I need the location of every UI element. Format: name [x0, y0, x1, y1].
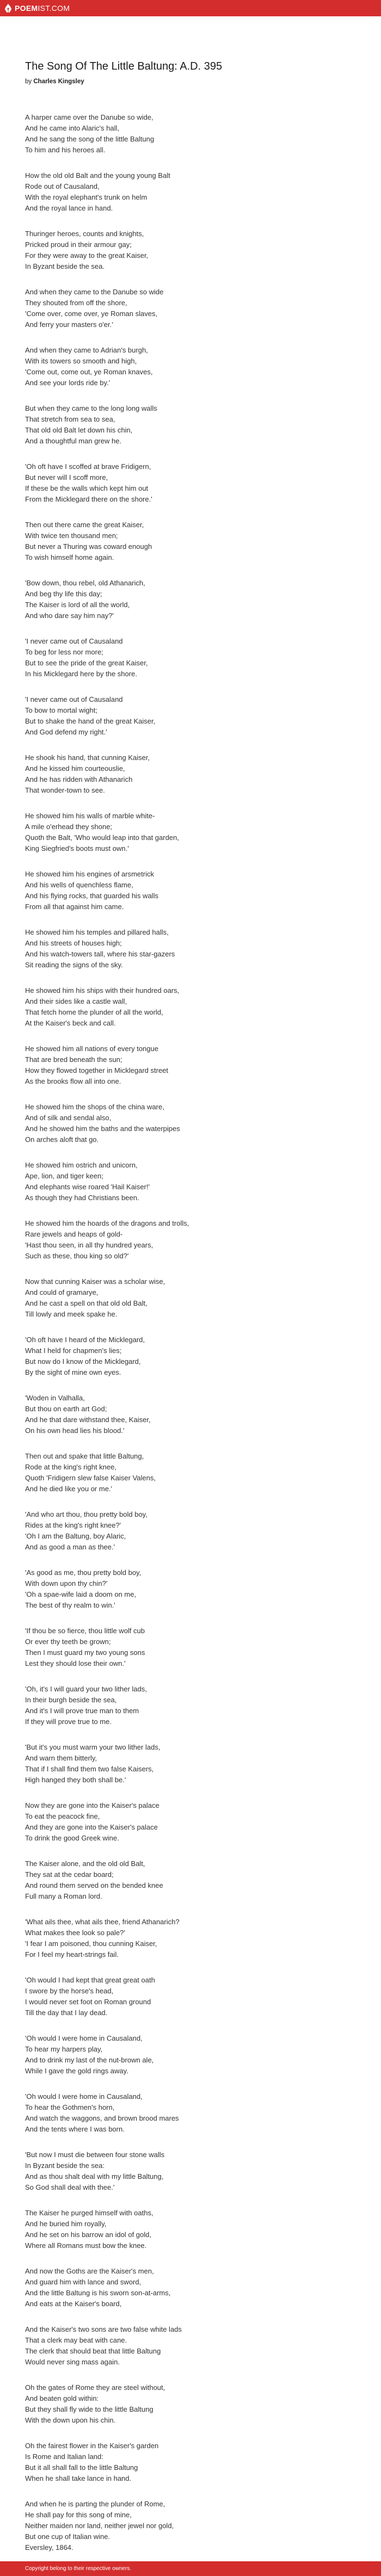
poem-line: And he kissed him courteouslie,: [25, 764, 125, 773]
poem-line: To bow to mortal wight;: [25, 706, 97, 714]
poem-line: And he came into Alaric's hall,: [25, 124, 120, 132]
stanza: [25, 927, 362, 971]
poem-line: And he sang the song of the little Baltung: [25, 135, 155, 143]
logo-text: [15, 3, 70, 13]
stanza: [25, 1800, 362, 1844]
poem-line: Full many a Roman lord.: [25, 1892, 102, 1900]
poem-line: With its towers so smooth and high,: [25, 357, 137, 365]
poem-line: Is Rome and Italian land:: [25, 2453, 103, 2461]
poem-line: With twice ten thousand men;: [25, 532, 118, 540]
poem-line: But to see the pride of the great Kaiser,: [25, 659, 148, 667]
poem-line: That stretch from sea to sea,: [25, 415, 115, 423]
poem-line: 'But it's you must warm your two lither lads,: [25, 1743, 161, 1751]
poem-line: And the Kaiser's two sons are two false white lads: [25, 2325, 182, 2333]
site-logo[interactable]: [4, 3, 70, 13]
poem-line: The clerk that should beat that little Baltung: [25, 2347, 161, 2355]
by-label: by: [25, 78, 32, 85]
poem-line: Then out there came the great Kaiser,: [25, 521, 144, 529]
stanza: [25, 1102, 362, 1145]
poem-line: And his watch-towers tall, where his star-gazers: [25, 950, 175, 958]
poem-line: 'And who art thou, thou pretty bold boy,: [25, 1510, 148, 1518]
site-header: [0, 0, 381, 16]
stanza: [25, 2382, 362, 2426]
poem-line: To him and his heroes all.: [25, 146, 106, 154]
poem-line: High hanged they both shall be.': [25, 1776, 126, 1784]
poem-line: Rode out of Causaland,: [25, 182, 100, 190]
poem-line: And he has ridden with Athanarich: [25, 775, 133, 783]
poem-line: But never a Thuring was coward enough: [25, 542, 152, 551]
poem-line: And a thoughtful man grew he.: [25, 437, 122, 445]
poem-line: In his Micklegard here by the shore.: [25, 670, 137, 678]
logo-text-light: IST.COM: [38, 4, 70, 13]
poem-line: He showed him his ships with their hundred oars,: [25, 986, 180, 994]
poem-line: What I held for chapmen's lies;: [25, 1346, 122, 1355]
poem-line: 'Bow down, thou rebel, old Athanarich,: [25, 579, 145, 587]
poem-line: For I feel my heart-strings fail.: [25, 1950, 119, 1959]
poem-line: And who dare say him nay?': [25, 611, 114, 620]
stanza: [25, 1742, 362, 1786]
poem-line: And his flying rocks, that guarded his walls: [25, 892, 158, 900]
stanza: [25, 1160, 362, 1203]
poem-line: That fetch home the plunder of all the world,: [25, 1008, 163, 1016]
poem-line: He shook his hand, that cunning Kaiser,: [25, 753, 150, 762]
stanza: [25, 578, 362, 621]
poem-line: But when they came to the long long walls: [25, 404, 157, 412]
poem-line: Rare jewels and heaps of gold-: [25, 1230, 123, 1238]
poem-line: At the Kaiser's beck and call.: [25, 1019, 116, 1027]
poem-line: To beg for less nor more;: [25, 648, 103, 656]
stanza: [25, 869, 362, 912]
stanza: [25, 345, 362, 388]
poem-line: 'Hast thou seen, in all thy hundred years,: [25, 1241, 153, 1249]
poem-line: They sat at the cedar board;: [25, 1870, 114, 1879]
poem-line: If these be the walls which kept him out: [25, 484, 149, 492]
poem-line: 'Oh oft have I heard of the Micklegard,: [25, 1336, 145, 1344]
poem-line: And when they came to Adrian's burgh,: [25, 346, 148, 354]
poem-line: And guard him with lance and sword,: [25, 2278, 142, 2286]
poem-line: 'Oh I am the Baltung, boy Alaric,: [25, 1532, 126, 1540]
poem-line: And he showed him the baths and the waterpipes: [25, 1125, 180, 1133]
poem-line: 'But now I must die between four stone walls: [25, 2151, 165, 2159]
poem-line: As though they had Christians been.: [25, 1194, 139, 1202]
poem-line: And beg thy life this day;: [25, 590, 102, 598]
poem-line: He showed him the shops of the china ware,: [25, 1103, 164, 1111]
poem-line: And when he is parting the plunder of Rome,: [25, 2500, 165, 2508]
poem-line: With the down upon his chin.: [25, 2416, 116, 2424]
poem-line: So God shall deal with thee.': [25, 2183, 115, 2191]
stanza: [25, 112, 362, 156]
stanza: [25, 1626, 362, 1669]
poem-line: Thuringer heroes, counts and knights,: [25, 230, 144, 238]
poem-line: Quoth the Balt, 'Who would leap into that garden,: [25, 833, 179, 842]
poem-line: 'Come over, come over, ye Roman slaves,: [25, 310, 158, 318]
poem-line: Now they are gone into the Kaiser's palace: [25, 1801, 159, 1809]
poem-line: That wonder-town to see.: [25, 786, 105, 794]
poem-line: The best of thy realm to win.': [25, 1601, 115, 1609]
poem-line: That a clerk may beat with cane.: [25, 2336, 127, 2344]
stanza: [25, 1451, 362, 1494]
poem-date-note: Eversley, 1864.: [25, 2543, 73, 2552]
poem-line: And elephants wise roared 'Hail Kaiser!': [25, 1183, 150, 1191]
stanza: [25, 1917, 362, 1960]
poem-line: But never will I scoff more,: [25, 473, 108, 481]
poem-line: The Kaiser he purged himself with oaths,: [25, 2209, 153, 2217]
poem-line: 'Woden in Valhalla,: [25, 1394, 85, 1402]
poem-line: 'Come out, come out, ye Roman knaves,: [25, 368, 153, 376]
stanza: [25, 1276, 362, 1320]
poem-line: What makes thee look so pale?': [25, 1929, 125, 1937]
poem-line: 'Oh would I were home in Causaland,: [25, 2092, 143, 2101]
poem-body: [25, 112, 362, 2553]
poem-line: From all that against him came.: [25, 903, 124, 911]
poem-line: And as thou shalt deal with my little Baltung,: [25, 2172, 164, 2180]
poem-line: Rode at the king's right knee,: [25, 1463, 116, 1471]
poem-line: On arches aloft that go.: [25, 1135, 99, 1144]
poem-line: And when they came to the Danube so wide: [25, 288, 164, 296]
stanza: [25, 2266, 362, 2309]
poem-line: And as good a man as thee.': [25, 1543, 115, 1551]
poem-line: Lest they should lose their own.': [25, 1659, 126, 1667]
poem-line: 'Oh a spae-wife laid a doom on me,: [25, 1590, 137, 1598]
poem-line: A harper came over the Danube so wide,: [25, 113, 153, 121]
poem-line: With down upon thy chin?': [25, 1579, 108, 1587]
poem-line: He showed him ostrich and unicorn,: [25, 1161, 138, 1169]
poem-line: As the brooks flow all into one.: [25, 1077, 121, 1085]
poem-line: Quoth 'Fridigern slew false Kaiser Valens,: [25, 1474, 156, 1482]
poem-line: And round them served on the bended knee: [25, 1881, 163, 1889]
poem-line: But one cup of Italian wine.: [25, 2532, 110, 2541]
poem-line: And he buried him royally,: [25, 2220, 107, 2228]
poem-line: By the sight of mine own eyes.: [25, 1368, 121, 1376]
poem-line: 'I never came out of Causaland: [25, 637, 123, 645]
poem-line: And watch the waggons, and brown brood mares: [25, 2114, 179, 2122]
stanza: [25, 403, 362, 447]
stanza: [25, 1509, 362, 1553]
stanza: [25, 287, 362, 330]
poem-line: And it's I will prove true man to them: [25, 1707, 139, 1715]
poem-line: 'Oh oft have I scoffed at brave Fridigern,: [25, 462, 151, 471]
poem-line: Such as these, thou king so old?': [25, 1252, 129, 1260]
stanza: [25, 985, 362, 1029]
poem-line: Then I must guard my two young sons: [25, 1648, 145, 1657]
poem-line: Now that cunning Kaiser was a scholar wise,: [25, 1277, 165, 1286]
poem-line: But to shake the hand of the great Kaiser,: [25, 717, 156, 725]
poem-line: But they shall fly wide to the little Baltung: [25, 2405, 153, 2413]
poem-line: Oh the fairest flower in the Kaiser's garden: [25, 2442, 159, 2450]
poem-line: But now do I know of the Micklegard,: [25, 1357, 141, 1366]
poem-line: King Siegfried's boots must own.': [25, 844, 129, 853]
poem-line: To hear my harpers play,: [25, 2045, 103, 2053]
poem-line: Rides at the king's right knee?': [25, 1521, 121, 1529]
poem-line: The Kaiser is lord of all the world,: [25, 601, 130, 609]
pen-nib-icon: [4, 3, 12, 13]
poem-line: And beaten gold within:: [25, 2394, 99, 2402]
poem-line: To wish himself home again.: [25, 553, 114, 561]
stanza: [25, 2149, 362, 2193]
stanza: [25, 1043, 362, 1087]
poem-line: And they are gone into the Kaiser's palace: [25, 1823, 158, 1831]
poem-line: 'I fear I am poisoned, thou cunning Kaiser,: [25, 1939, 157, 1948]
poem-line: And the tents where I was born.: [25, 2125, 125, 2133]
stanza: [25, 636, 362, 679]
stanza: [25, 2208, 362, 2251]
poem-line: They shouted from off the shore,: [25, 299, 127, 307]
poem-title: The Song Of The Little Baltung: A.D. 395: [25, 60, 223, 72]
stanza: [25, 1335, 362, 1378]
stanza: [25, 520, 362, 563]
poem-line: And the little Baltung is his sworn son-at-arms,: [25, 2289, 171, 2297]
poem-line: He showed him his walls of marble white-: [25, 812, 155, 820]
stanza: [25, 811, 362, 854]
logo-text-bold: POEM: [15, 4, 38, 13]
poem-line: When he shall take lance in hand.: [25, 2474, 132, 2482]
poem-line: And warn them bitterly,: [25, 1754, 97, 1762]
poem-line: 'Oh would I were home in Causaland,: [25, 2034, 143, 2042]
poem-line: And he set on his barrow an idol of gold,: [25, 2231, 151, 2239]
poem-line: And see your lords ride by.': [25, 379, 110, 387]
poem-line: 'If thou be so fierce, thou little wolf cub: [25, 1627, 145, 1635]
byline: [25, 77, 84, 86]
poem-line: 'As good as me, thou pretty bold boy,: [25, 1568, 142, 1577]
stanza: [25, 694, 362, 738]
poem-line: How they flowed together in Micklegard street: [25, 1066, 169, 1074]
poem-line: And God defend my right.': [25, 728, 107, 736]
poem-line: He showed him all nations of every tongue: [25, 1045, 158, 1053]
poem-line: To drink the good Greek wine.: [25, 1834, 119, 1842]
poem-line: That if I shall find them two false Kaisers,: [25, 1765, 154, 1773]
poem-line: And the royal lance in hand.: [25, 204, 113, 212]
poem-line: And his wells of quenchless flame,: [25, 881, 133, 889]
poem-line: And his streets of houses high;: [25, 939, 122, 947]
poem-line: Neither maiden nor land, neither jewel nor gold,: [25, 2522, 174, 2530]
poem-line: 'I never came out of Causaland: [25, 695, 123, 703]
poem-line: To eat the peacock fine,: [25, 1812, 100, 1820]
poem-line: The Kaiser alone, and the old old Balt,: [25, 1860, 145, 1868]
poem-line: Oh the gates of Rome they are steel without,: [25, 2383, 165, 2392]
poem-line: And now the Goths are the Kaiser's men,: [25, 2267, 154, 2275]
stanza: [25, 461, 362, 505]
stanza: [25, 2091, 362, 2135]
poem-line: He showed him the hoards of the dragons and trolls,: [25, 1219, 189, 1227]
poem-line: That are bred beneath the sun;: [25, 1055, 122, 1064]
stanza: [25, 1684, 362, 1727]
poem-line: And he that dare withstand thee, Kaiser,: [25, 1416, 151, 1424]
poem-line: For they were away to the great Kaiser,: [25, 251, 149, 260]
poem-line: 'Oh would I had kept that great great oath: [25, 1976, 155, 1984]
poem-line: To hear the Gothmen's horn,: [25, 2103, 115, 2111]
poem-line: Would never sing mass again.: [25, 2358, 120, 2366]
poem-line: With the royal elephant's trunk on helm: [25, 193, 148, 201]
stanza: [25, 2033, 362, 2077]
poem-line: He shall pay for this song of mine,: [25, 2511, 132, 2519]
poem-line: How the old old Balt and the young young Balt: [25, 171, 170, 180]
stanza: [25, 2324, 362, 2368]
poem-line: He showed him his engines of arsmetrick: [25, 870, 154, 878]
copyright-text: Copyright belong to their respective owners.: [25, 2566, 132, 2572]
poem-line: I swore by the horse's head,: [25, 1987, 114, 1995]
poem-line: He showed him his temples and pillared halls,: [25, 928, 169, 936]
poem-line: And eats at the Kaiser's board,: [25, 2300, 122, 2308]
poem-line: Till the day that I lay dead.: [25, 2009, 108, 2017]
poem-line: And could of gramarye,: [25, 1288, 99, 1296]
poem-line: I would never set foot on Roman ground: [25, 1998, 151, 2006]
poem-line: And their sides like a castle wall,: [25, 997, 127, 1005]
poem-line: In Byzant beside the sea.: [25, 262, 105, 270]
poem-line: Sit reading the signs of the sky.: [25, 961, 123, 969]
stanza: [25, 2441, 362, 2484]
poem-line: But thou on earth art God;: [25, 1405, 107, 1413]
stanza: [25, 2499, 362, 2542]
stanza: [25, 1858, 362, 1902]
stanza: [25, 170, 362, 214]
site-footer: [0, 2561, 381, 2576]
poem-line: That old old Balt let down his chin,: [25, 426, 133, 434]
stanza: [25, 1393, 362, 1436]
stanza: [25, 1975, 362, 2018]
poem-line: While I gave the gold rings away.: [25, 2067, 128, 2075]
poem-line: But it all shall fall to the little Baltung: [25, 2463, 138, 2472]
author-link[interactable]: Charles Kingsley: [33, 78, 84, 85]
poem-line: And ferry your masters o'er.': [25, 320, 113, 329]
poem-line: 'What ails thee, what ails thee, friend Athanarich?: [25, 1918, 180, 1926]
stanza: [25, 752, 362, 796]
poem-line: And of silk and sendal also,: [25, 1114, 112, 1122]
poem-line: 'Oh, it's I will guard your two lither lads,: [25, 1685, 147, 1693]
poem-line: Or ever thy teeth be grown;: [25, 1638, 111, 1646]
stanza: [25, 228, 362, 272]
poem-line: In their burgh beside the sea,: [25, 1696, 117, 1704]
stanza: [25, 1218, 362, 1262]
poem-line: Pricked proud in their armour gay;: [25, 240, 132, 249]
poem-line: From the Micklegard there on the shore.': [25, 495, 152, 503]
poem-line: And to drink my last of the nut-brown ale,: [25, 2056, 154, 2064]
poem-line: Till lowly and meek spake he.: [25, 1310, 118, 1318]
poem-line: On his own head lies his blood.': [25, 1426, 125, 1435]
poem-line: A mile o'erhead they shone;: [25, 823, 113, 831]
poem-line: Then out and spake that little Baltung,: [25, 1452, 144, 1460]
poem-line: Ape, lion, and tiger keen;: [25, 1172, 103, 1180]
stanza: [25, 1567, 362, 1611]
poem-line: And he cast a spell on that old old Balt,: [25, 1299, 148, 1307]
poem-line: In Byzant beside the sea:: [25, 2161, 105, 2170]
poem-line: If they will prove true to me.: [25, 1718, 112, 1726]
poem-line: And he died like you or me.': [25, 1485, 113, 1493]
poem-line: Where all Romans must bow the knee.: [25, 2241, 147, 2250]
